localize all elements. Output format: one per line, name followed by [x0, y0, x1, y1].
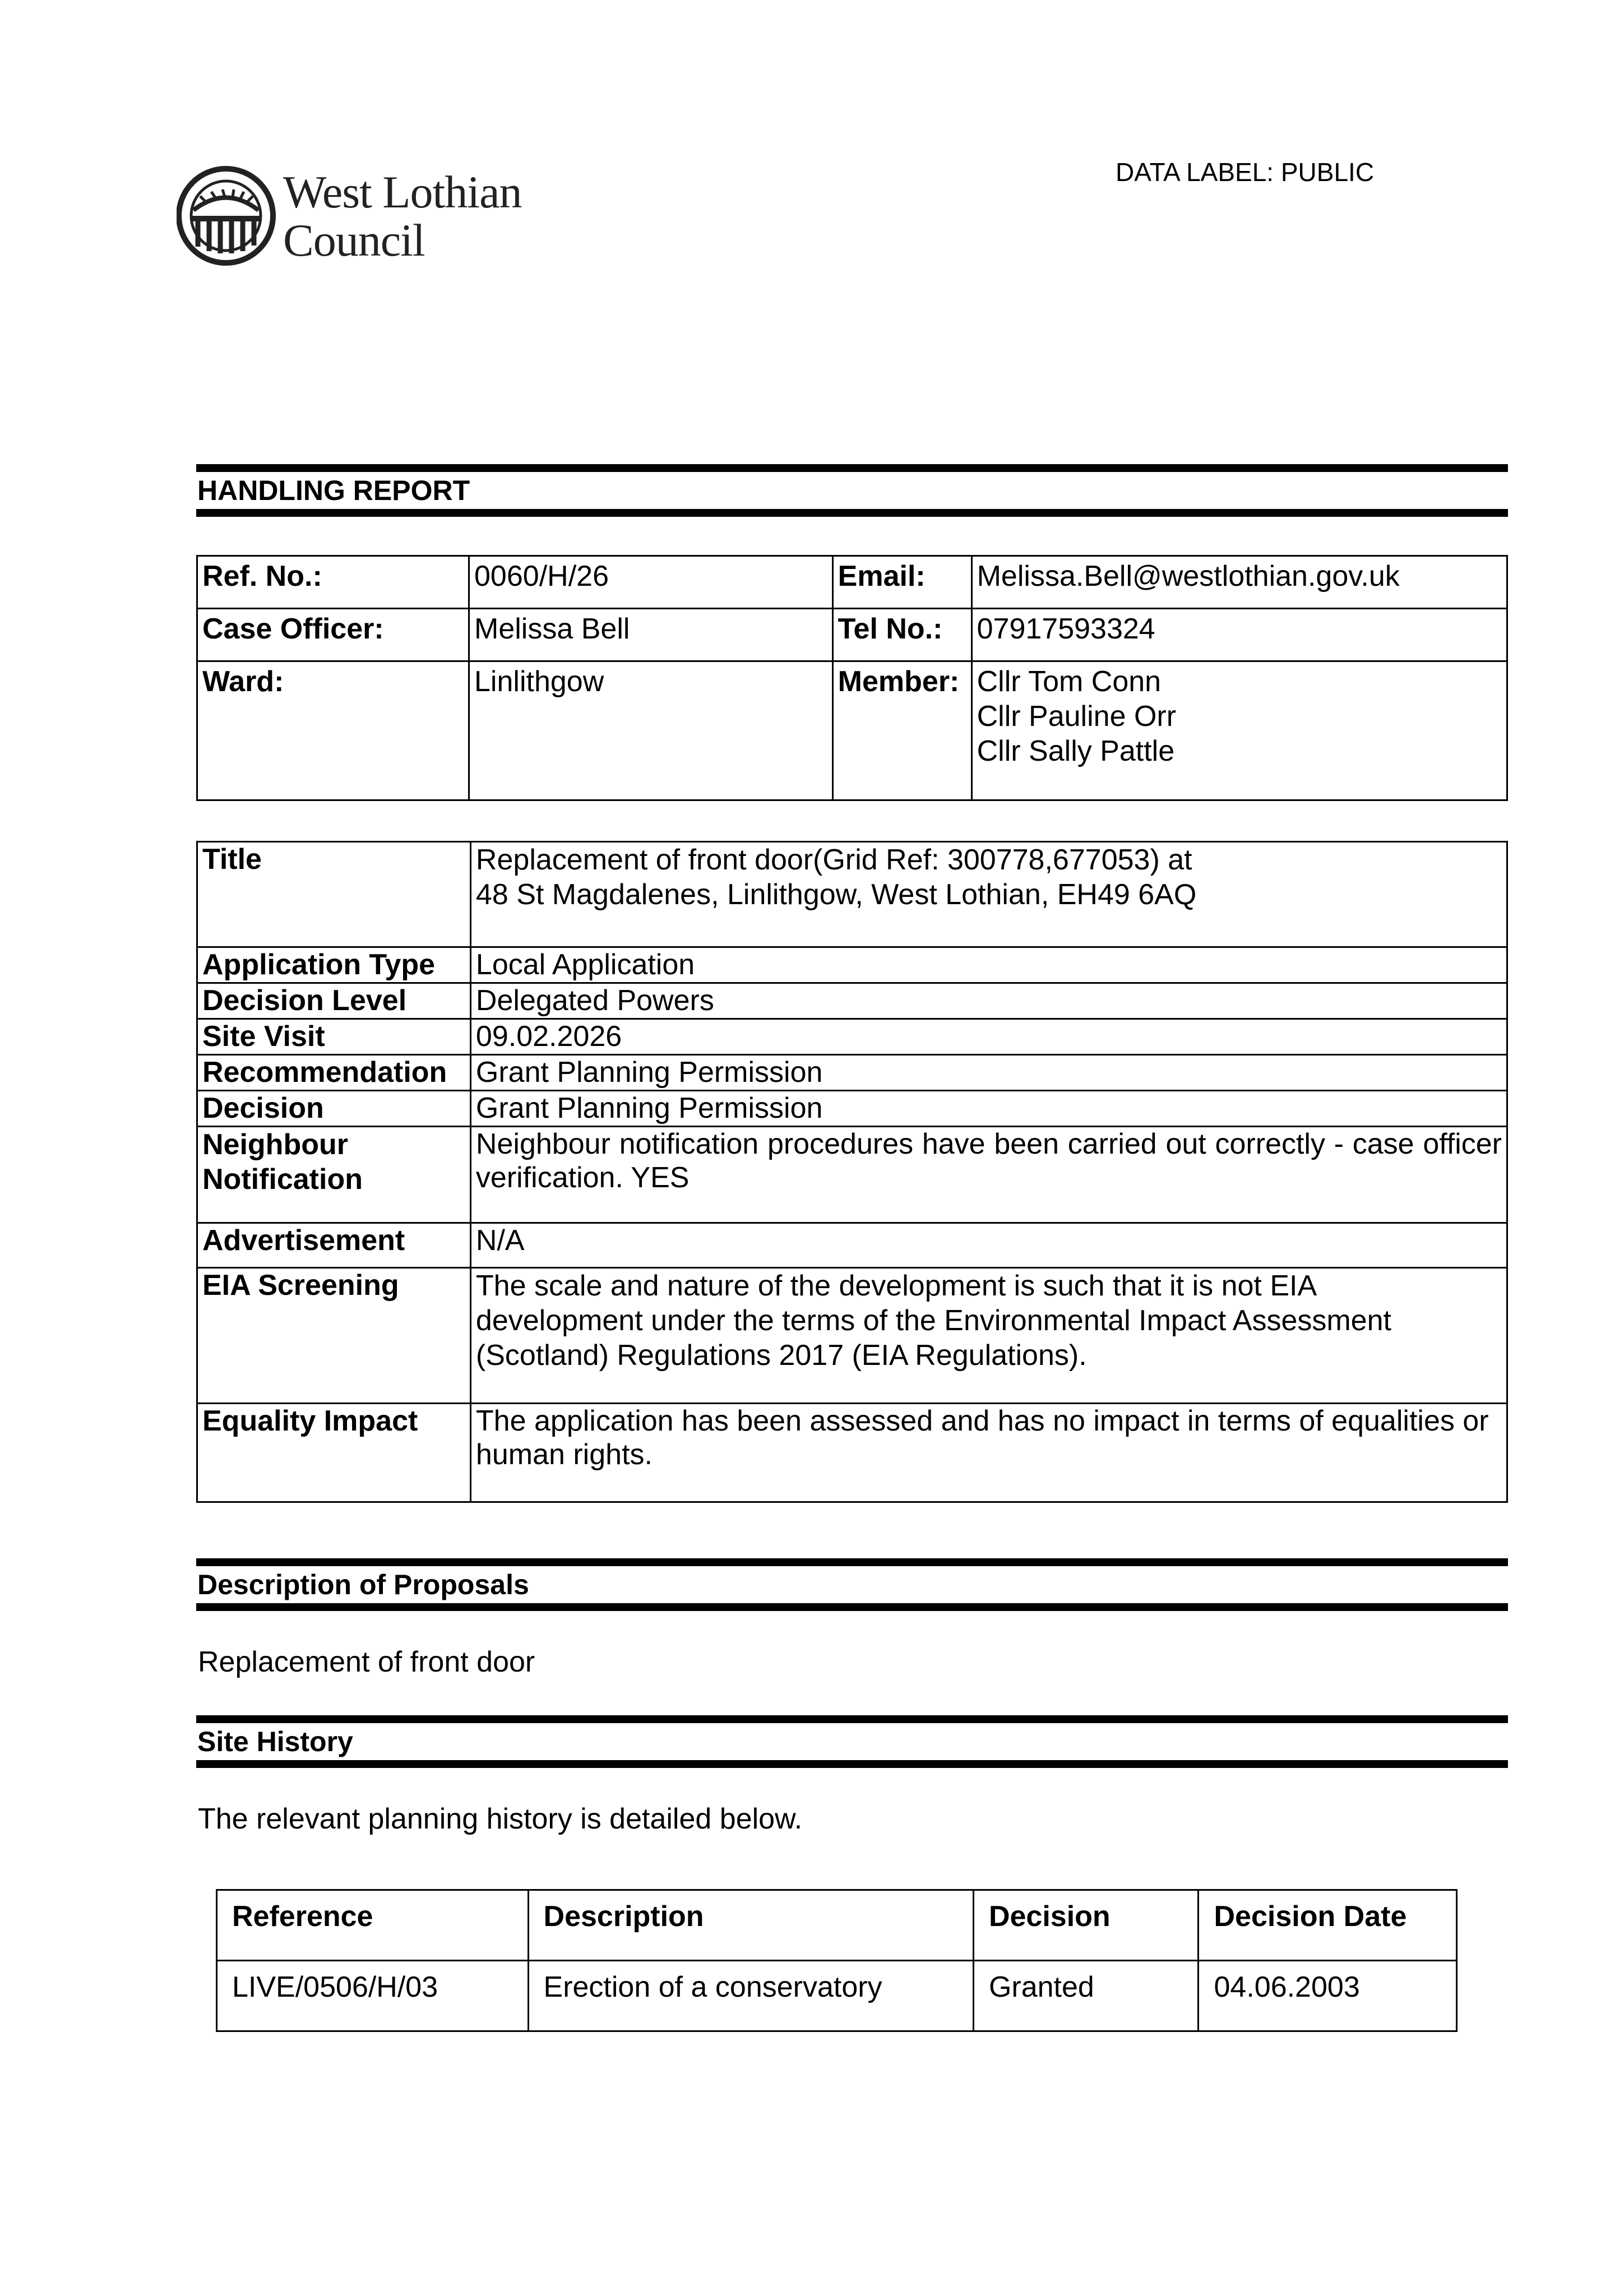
- eia-line: (Scotland) Regulations 2017 (EIA Regulations).: [475, 1339, 1087, 1372]
- eia-screening-value: [470, 1268, 1507, 1404]
- officer-value: Melissa Bell: [469, 609, 833, 661]
- title-line: Replacement of front door(Grid Ref: 300778,677053) at: [475, 844, 1192, 876]
- recommendation-label: Recommendation: [197, 1055, 471, 1091]
- email-label: Email:: [832, 556, 971, 609]
- title-line: 48 St Magdalenes, Linlithgow, West Lothian, EH49 6AQ: [475, 878, 1197, 911]
- history-date: 04.06.2003: [1199, 1961, 1457, 2031]
- ward-value: Linlithgow: [469, 661, 833, 800]
- history-reference: LIVE/0506/H/03: [217, 1961, 529, 2031]
- email-value: Melissa.Bell@westlothian.gov.uk: [971, 556, 1507, 609]
- recommendation-value: Grant Planning Permission: [470, 1055, 1507, 1091]
- council-logo: [177, 163, 558, 275]
- column-header: Decision: [973, 1890, 1199, 1961]
- member-label: Member:: [832, 661, 971, 800]
- title-value: [470, 842, 1507, 947]
- history-description: Erection of a conservatory: [528, 1961, 973, 2031]
- application-details-table: [196, 841, 1508, 1503]
- tel-value: 07917593324: [971, 609, 1507, 661]
- column-header: Description: [528, 1890, 973, 1961]
- member-name: Cllr Tom Conn: [977, 665, 1162, 698]
- handling-report-heading: HANDLING REPORT: [196, 464, 1508, 517]
- table-row: [217, 1961, 1457, 2031]
- proposals-heading: Description of Proposals: [196, 1558, 1508, 1611]
- advertisement-value: N/A: [470, 1223, 1507, 1268]
- decision-value: Grant Planning Permission: [470, 1091, 1507, 1127]
- site-visit-value: 09.02.2026: [470, 1019, 1507, 1055]
- decision-level-value: Delegated Powers: [470, 983, 1507, 1019]
- neighbour-label-line: Neighbour: [202, 1128, 348, 1161]
- data-label: DATA LABEL: PUBLIC: [1116, 158, 1375, 187]
- equality-impact-value: The application has been assessed and has no impact in terms of equalities or human rights.: [470, 1404, 1507, 1502]
- eia-screening-label: EIA Screening: [197, 1268, 471, 1404]
- advertisement-label: Advertisement: [197, 1223, 471, 1268]
- council-name: [283, 168, 521, 265]
- case-info-table: [196, 555, 1508, 801]
- members-list: [971, 661, 1507, 800]
- site-history-intro: The relevant planning history is detailed below.: [198, 1803, 803, 1835]
- column-header: Reference: [217, 1890, 529, 1961]
- application-type-value: Local Application: [470, 947, 1507, 983]
- proposals-text: Replacement of front door: [198, 1646, 535, 1678]
- officer-label: Case Officer:: [197, 609, 469, 661]
- ward-label: Ward:: [197, 661, 469, 800]
- decision-label: Decision: [197, 1091, 471, 1127]
- viaduct-emblem-icon: [177, 163, 277, 275]
- title-label: Title: [197, 842, 471, 947]
- site-history-table: [216, 1889, 1458, 2032]
- column-header: Decision Date: [1199, 1890, 1457, 1961]
- decision-level-label: Decision Level: [197, 983, 471, 1019]
- member-name: Cllr Pauline Orr: [977, 700, 1177, 733]
- ref-value: 0060/H/26: [469, 556, 833, 609]
- site-history-heading: Site History: [196, 1715, 1508, 1768]
- logo-line-2: Council: [283, 215, 425, 266]
- eia-line: development under the terms of the Environmental Impact Assessment: [475, 1304, 1391, 1337]
- eia-line: The scale and nature of the development is such that it is not EIA: [475, 1270, 1317, 1302]
- application-type-label: Application Type: [197, 947, 471, 983]
- equality-impact-label: Equality Impact: [197, 1404, 471, 1502]
- tel-label: Tel No.:: [832, 609, 971, 661]
- site-visit-label: Site Visit: [197, 1019, 471, 1055]
- neighbour-notification-label: [197, 1127, 471, 1223]
- neighbour-notification-value: Neighbour notification procedures have been carried out correctly - case officer verification. YES: [470, 1127, 1507, 1223]
- logo-line-1: West Lothian: [283, 166, 522, 217]
- neighbour-label-line: Notification: [202, 1163, 363, 1196]
- ref-label: Ref. No.:: [197, 556, 469, 609]
- member-name: Cllr Sally Pattle: [977, 735, 1175, 767]
- history-decision: Granted: [973, 1961, 1199, 2031]
